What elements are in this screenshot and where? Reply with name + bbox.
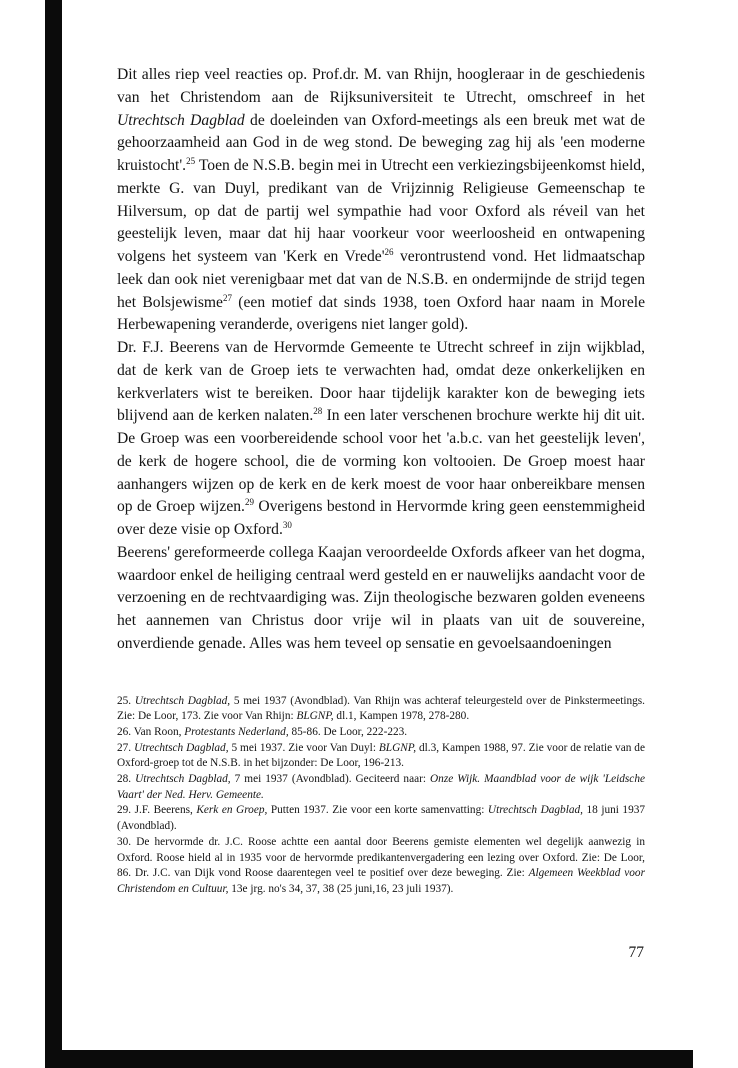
footnote-ref-27[interactable]: 27	[222, 292, 232, 303]
footnote-26: 26. Van Roon, Protestants Nederland, 85-86. De Loor, 222-223.	[117, 725, 408, 738]
body-text	[117, 64, 645, 656]
footnote-28: 28. Utrechtsch Dagblad, 7 mei 1937 (Avondblad). Geciteerd naar: Onze Wijk. Maandblad voor de wijk 'Leidsche Vaart' der Ned. Herv. Gemeente.	[117, 773, 645, 801]
page-number: 77	[628, 944, 644, 961]
footnote-ref-25[interactable]: 25	[186, 156, 196, 166]
footnote-29: 29. J.F. Beerens, Kerk en Groep, Putten 1937. Zie voor een korte samenvatting: Utrechtsch Dagblad, 18 juni 1937 (Avondblad).	[117, 804, 646, 833]
footnote-30: 30. De hervormde dr. J.C. Roose achtte een aantal door Beerens gemiste elementen wel degelijk aanwezig in Oxford. Roose hield al in 1935 voor de hervormde predikantenvergadering een lezing over Oxford. Zie: De Loor, 86. Dr. J.C. van Dijk vond Roose daarentegen veel te positief over deze beweging. Zie: Algemeen Weekblad voor Christendom en Cultuur, 13e jrg. no's 34, 37, 38 (25 juni,16, 23 juli 1937).	[117, 835, 645, 895]
scan-edge-bottom	[45, 1050, 693, 1068]
footnote-ref-30[interactable]: 30	[282, 520, 292, 530]
footnotes	[117, 694, 645, 898]
footnote-ref-26[interactable]: 26	[384, 247, 394, 257]
footnote-25: 25. Utrechtsch Dagblad, 5 mei 1937 (Avondblad). Van Rhijn was achteraf teleurgesteld over de Pinkstermeetings. Zie: De Loor, 173. Zie voor Van Rhijn: BLGNP, dl.1, Kampen 1978, 278-280.	[117, 694, 646, 723]
paragraph-1: Dit alles riep veel reacties op. Prof.dr. M. van Rhijn, hoogleraar in de geschiedenis van het Christendom aan de Rijksuniversiteit te Utrecht, omschreef in het Utrechtsch Dagblad de doeleinden van Oxford-meetings als een breuk met wat de gehoorzaamheid aan God in de weg stond. De beweging zag hij als 'een moderne kruistocht'.$^{25}$ Toen de N.S.B. begin mei in Utrecht een verkiezingsbijeenkomst hield, merkte G. van Duyl, predikant van de Vrijzinnig Religieuse Gemeenschap te Hilversum, op dat de partij wel sympathie had voor Oxford als réveil van het geestelijk leven, maar dat hij haar voorkeur voor weerloosheid en ontwapening volgens het systeem van 'Kerk en $Vrede'^{26}$ verontrustend vond. Het lidmaatschap leek dan ook niet verenigbaar met dat van de N.S.B. en ondermijnde de strijd tegen het Bolsjewisme$^{27}$ (een motief dat sinds 1938, toen Oxford haar naam in Morele Herbewapening veranderde, overigens niet langer gold).	[117, 66, 646, 334]
book-page	[117, 64, 645, 898]
footnote-ref-29[interactable]: 29	[244, 497, 254, 508]
footnote-27: 27. Utrechtsch Dagblad, 5 mei 1937. Zie voor Van Duyl: BLGNP, dl.3, Kampen 1988, 97. Zie voor de relatie van de Oxford-groep tot de N.S.B. in het bijzonder: De Loor, 196-213.	[117, 741, 645, 770]
footnote-ref-28[interactable]: 28	[313, 406, 323, 417]
paragraph-2: Dr. F.J. Beerens van de Hervormde Gemeente te Utrecht schreef in zijn wijkblad, dat de kerk van de Groep iets te verwachten had, omdat deze onkerkelijken en kerkverlaters wist te bereiken. Door haar tijdelijk karakter kon de beweging iets blijvend aan de kerken nalaten.$^{28}$ In een later verschenen brochure werkte hij dit uit. De Groep was een voorbereidende school voor het 'a.b.c. van het geestelijk leven', de kerk de hogere school, die de vorming kon voltooien. De Groep moest haar aanhangers wijzen op de kerk en de kerk moest de voor haar onbereikbare mensen op de Groep wijzen.$^{29}$ Overigens bestond in Hervormde kring geen eenstemmigheid over deze visie op Oxford.$^{30}$	[117, 339, 645, 538]
scan-edge-left	[45, 0, 62, 1068]
paragraph-3: Beerens' gereformeerde collega Kaajan veroordeelde Oxfords afkeer van het dogma, waardoor enkel de heiliging centraal werd gesteld en er nauwelijks aandacht voor de verzoening en de rechtvaardiging was. Zijn theologische bezwaren golden eveneens het aannemen van Christus door vrije wil in plaats van uit de souvereine, onverdiende genade. Alles was hem teveel op sensatie en gevoelsaandoeningen	[117, 543, 645, 652]
